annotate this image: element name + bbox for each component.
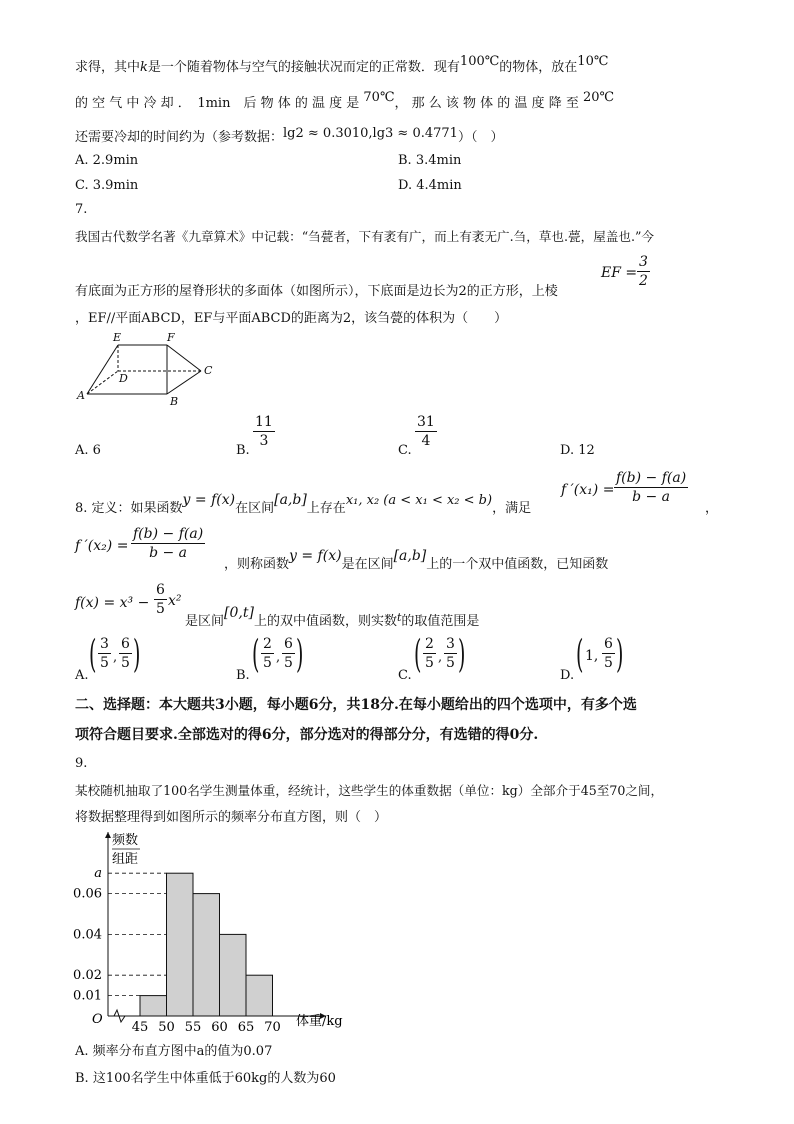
q9-line1: 某校随机抽取了100名学生测量体重，经统计，这些学生的体重数据（单位：kg）全部介于45至70之间，	[75, 783, 664, 798]
q7-figure	[70, 328, 230, 408]
edge-fc	[167, 345, 201, 371]
label-f: F	[167, 331, 175, 344]
q6-option-b[interactable]: B. 3.4min	[398, 153, 462, 168]
q9-option-b[interactable]: B. 这100名学生中体重低于60kg的人数为60	[75, 1071, 336, 1086]
label-a: A	[77, 389, 85, 402]
q7-option-c-fraction: $\frac{31}{4}$	[417, 414, 435, 449]
q9-histogram	[70, 826, 360, 1036]
q6-line1: 求得，其中k是一个随着物体与空气的接触状况而定的正常数．现有100℃的物体，放在10℃	[75, 54, 609, 75]
histogram-bar-65-70	[246, 975, 273, 1016]
y-axis-label-top: 频数	[112, 833, 139, 848]
y-axis-label-bottom: 组距	[112, 852, 139, 867]
histogram-bar-55-60	[193, 894, 220, 1016]
y-tick-0.06: 0.06	[73, 886, 102, 902]
y-tick-a: a	[94, 866, 102, 882]
edge-ae	[87, 345, 118, 394]
label-d: D	[119, 372, 128, 385]
q6-option-a[interactable]: A. 2.9min	[75, 153, 139, 168]
q9-number: 9.	[75, 756, 88, 771]
q7-option-a[interactable]: A. 6	[75, 443, 101, 458]
x-tick-55: 55	[184, 1020, 202, 1035]
q7-line1: 我国古代数学名著《九章算术》中记载：“刍甍者，下有袤有广，而上有袤无广.刍，草也.甍，屋盖也.”今	[75, 229, 655, 244]
y-tick-0.01: 0.01	[73, 988, 102, 1004]
q8-fprime-x1: f ′(x₁) =	[561, 482, 615, 498]
label-b: B	[170, 395, 179, 408]
q8-function: f(x) = x³ −	[75, 595, 150, 611]
section2-heading-line1: 二、选择题：本大题共3小题，每小题6分，共18分.在每小题给出的四个选项中，有多个选	[75, 697, 637, 713]
label-c: C	[204, 364, 213, 377]
section2-heading-line2: 项符合题目要求.全部选对的得6分，部分选对的得部分分，有选错的得0分.	[75, 727, 539, 743]
q8-option-c-label[interactable]: C.	[398, 668, 412, 683]
q7-ef-fraction: $\frac{3}{2}$	[639, 254, 648, 289]
q7-option-c-label[interactable]: C.	[398, 443, 412, 458]
edge-ad	[87, 371, 118, 394]
q8-line3: 是区间[0,t]上的双中值函数，则实数$^t$的取值范围是	[185, 605, 480, 629]
label-e: E	[113, 331, 122, 344]
q7-number: 7.	[75, 202, 88, 217]
q7-line2: 有底面为正方形的屋脊形状的多面体（如图所示），下底面是边长为2的正方形，上棱	[75, 284, 558, 299]
x-tick-60: 60	[211, 1020, 228, 1035]
q6-option-c[interactable]: C. 3.9min	[75, 178, 139, 193]
x-tick-50: 50	[158, 1020, 175, 1035]
y-tick-0.04: 0.04	[73, 927, 102, 943]
histogram-bar-45-50	[140, 996, 167, 1016]
q8-function-tail: x²	[168, 593, 182, 609]
q8-fprime-x2: f ′(x₂) =	[75, 538, 129, 554]
q8-function-fraction: $\frac{6}{5}$	[156, 582, 165, 617]
q9-option-a[interactable]: A. 频率分布直方图中a的值为0.07	[75, 1044, 273, 1059]
q8-option-a-label[interactable]: A.	[75, 668, 89, 683]
q8-fraction-1: $\frac{f(b) - f(a)}{b - a}$	[616, 470, 687, 505]
y-tick-0.02: 0.02	[73, 968, 102, 984]
histogram-bar-60-65	[220, 934, 247, 1016]
q6-option-d[interactable]: D. 4.4min	[398, 178, 462, 193]
x-tick-65: 65	[237, 1020, 255, 1035]
x-axis-label: 体重/kg	[296, 1014, 343, 1029]
origin-label: O	[92, 1012, 103, 1027]
q7-line3: ，EF//平面ABCD，EF与平面ABCD的距离为2，该刍甍的体积为（ ）	[75, 311, 508, 326]
edge-bc	[167, 371, 201, 394]
q8-line1: 8. 定义：如果函数y = f(x)在区间[a,b]上存在x₁, x₂ (a < x₁ < x₂ < b)，满足	[75, 492, 532, 516]
q7-ef-label: EF =	[601, 265, 638, 281]
q7-option-b-label[interactable]: B.	[236, 443, 250, 458]
q9-line2: 将数据整理得到如图所示的频率分布直方图，则（ ）	[75, 810, 388, 825]
x-tick-70: 70	[264, 1020, 281, 1035]
q8-option-b-label[interactable]: B.	[236, 668, 250, 683]
q8-line2: ，则称函数y = f(x)是在区间[a,b]上的一个双中值函数，已知函数	[224, 548, 609, 572]
x-tick-45: 45	[131, 1020, 149, 1035]
q8-comma: ，	[705, 501, 719, 516]
q8-fraction-2: $\frac{f(b) - f(a)}{b - a}$	[133, 526, 204, 561]
q7-option-b-fraction: $\frac{11}{3}$	[255, 414, 273, 449]
histogram-bar-50-55	[167, 873, 194, 1016]
q8-option-d-label[interactable]: D.	[560, 668, 575, 683]
q6-line2: 的 空 气 中 冷 却 ． 1min 后 物 体 的 温 度 是 70℃， 那 么 该 物 体 的 温 度 降 至 20℃	[75, 90, 615, 111]
q6-line3: 还需要冷却的时间约为（参考数据：lg2 ≈ 0.3010,lg3 ≈ 0.4771）（ ）	[75, 126, 504, 145]
q7-option-d[interactable]: D. 12	[560, 443, 595, 458]
